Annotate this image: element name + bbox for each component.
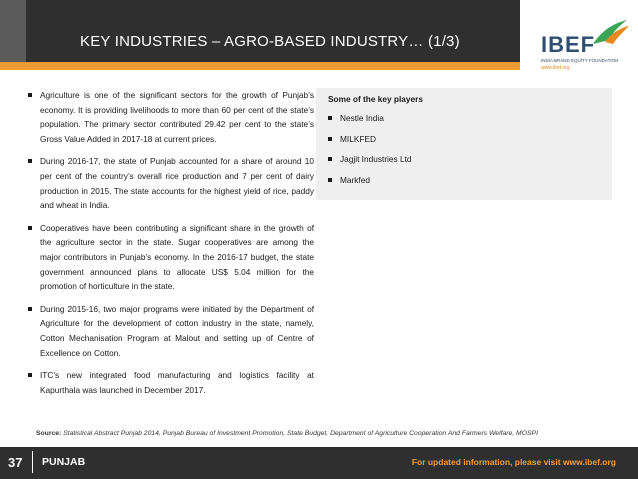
player-name: Nestle India xyxy=(340,113,384,123)
square-bullet-icon xyxy=(28,159,32,163)
square-bullet-icon xyxy=(328,178,332,182)
square-bullet-icon xyxy=(28,307,32,311)
list-item xyxy=(328,174,411,195)
source-label: Source: xyxy=(36,430,62,437)
source-text: Statistical Abstract Punjab 2014, Punjab Bureau of Investment Promotion, State Budget, Department of Agriculture Cooperation And Farmers Welfare, MOSPI xyxy=(63,430,538,437)
footer-visit-link[interactable]: For updated information, please visit www.ibef.org xyxy=(411,457,616,467)
player-name: Jagjit Industries Ltd xyxy=(340,154,412,164)
logo-url: www.ibef.org xyxy=(541,65,570,71)
bullet-item xyxy=(28,221,314,294)
source-note xyxy=(36,430,616,437)
logo-wordmark: IBEF xyxy=(541,32,596,57)
bullet-item xyxy=(28,302,314,360)
footer-state: PUNJAB xyxy=(42,456,86,468)
bullet-text: Cooperatives have been contributing a significant share in the growth of the agriculture sector in the state. Sugar cooperatives are among the major contributors in Punjab’s economy. In the 2016-17 budget, the state government announced plans to allocate US$ 5.04 million for the promotion of horticulture in the state. xyxy=(40,222,314,292)
list-item xyxy=(328,133,411,154)
page-title: KEY INDUSTRIES – AGRO-BASED INDUSTRY… (1/3) xyxy=(80,33,460,50)
bullet-text: During 2015-16, two major programs were initiated by the Department of Agriculture for the development of cotton industry in the state, namely, Cotton Mechanisation Program at Malout and setting up of Centre of Excellence on Cotton. xyxy=(40,303,314,358)
bullet-item xyxy=(28,154,314,212)
bullet-item xyxy=(28,88,314,146)
player-name: MILKFED xyxy=(340,133,376,144)
player-name: Markfed xyxy=(340,174,370,185)
logo-tagline: INDIA BRAND EQUITY FOUNDATION xyxy=(541,58,619,63)
list-item xyxy=(328,153,411,174)
square-bullet-icon xyxy=(28,373,32,377)
title-band xyxy=(0,0,520,62)
bullet-text: ITC’s new integrated food manufacturing and logistics facility at Kapurthala was launched in December 2017. xyxy=(40,370,314,395)
square-bullet-icon xyxy=(328,137,332,141)
square-bullet-icon xyxy=(28,93,32,97)
list-item xyxy=(328,112,411,133)
key-players-box xyxy=(316,88,612,200)
square-bullet-icon xyxy=(28,226,32,230)
ibef-logo[interactable] xyxy=(541,18,631,72)
footer-bar xyxy=(0,447,638,479)
footer-divider xyxy=(32,451,33,473)
bullet-text: During 2016-17, the state of Punjab accounted for a share of around 10 per cent of the country’s overall rice production and 7 per cent of dairy production in 2015. The state accounts for the highest yield of rice, paddy and wheat in India. xyxy=(40,156,314,211)
page-number: 37 xyxy=(8,455,23,470)
key-players-list xyxy=(328,112,411,194)
square-bullet-icon xyxy=(328,116,332,120)
bullet-item xyxy=(28,368,314,397)
square-bullet-icon xyxy=(328,157,332,161)
key-players-title: Some of the key players xyxy=(328,94,423,104)
bullet-list xyxy=(28,88,314,405)
bird-logo-icon xyxy=(591,18,631,48)
bullet-text: Agriculture is one of the significant sectors for the growth of Punjab’s economy. It is providing livelihoods to more than 60 per cent of the state’s population. The primary sector contributed 29.42 per cent to the state’s Gross Value Added in 2017-18 at current prices. xyxy=(40,90,314,144)
header-tab xyxy=(0,0,26,62)
